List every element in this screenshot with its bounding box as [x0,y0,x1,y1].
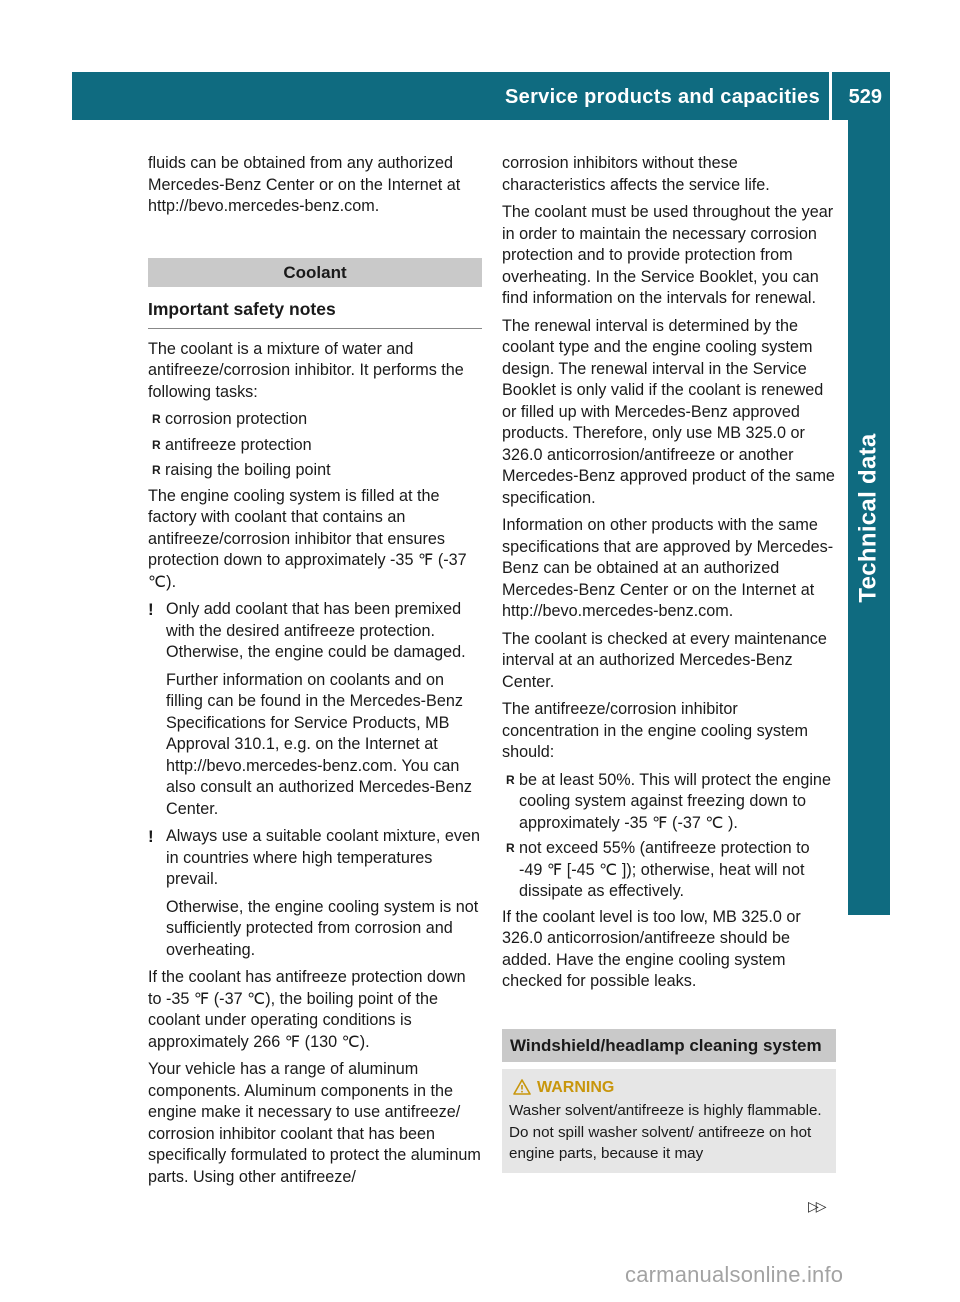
note-continuation: Otherwise, the engine cooling system is not sufficiently protected from corrosion and overheating. [166,897,479,959]
bullet-icon: R [152,463,161,477]
note-text: Only add coolant that has been premixed with the desired antifreeze protection. Otherwise, the engine could be damaged. [166,600,466,661]
paragraph: The renewal interval is determined by the coolant type and the engine cooling system design. The renewal interval in the Service Booklet is only valid if the coolant is renewed or filled up with Mercedes-Benz approved products. Therefore, only use MB 325.0 or 326.0 anticorrosion/antifreeze or another Mercedes-Benz approved product of the same specification. [502,316,835,507]
note-continuation: Further information on coolants and on filling can be found in the Mercedes-Benz Specifications for Service Products, MB Approval 310.1, e.g. on the Internet at http://bevo.mercedes-benz.com. You can also consult an authorized Mercedes-Benz Center. [166,670,472,818]
note-text: Always use a suitable coolant mixture, even in countries where high temperatures prevail. [166,827,481,888]
list-item-text: corrosion protection [165,410,308,428]
page-header [72,72,890,120]
intro-paragraph: fluids can be obtained from any authorized Mercedes-Benz Center or on the Internet at http://bevo.mercedes-benz.com. [148,154,461,215]
list-item [502,770,836,835]
list-item [148,435,482,457]
bullet-icon: R [152,437,161,452]
section-heading-windshield: Windshield/headlamp cleaning system [502,1029,836,1062]
bullet-icon: R [506,841,515,855]
warning-heading [509,1077,829,1099]
exclamation-icon: ! [148,600,154,619]
section-heading-coolant: Coolant [148,258,482,288]
list-item [148,460,482,482]
chapter-tab-label: Technical data [855,432,882,603]
watermark: carmanualsonline.info [625,1262,844,1287]
paragraph: Information on other products with the same specifications that are approved by Mercedes-Benz can be obtained at an authorized Mercedes-Benz Center or on the Internet at http://bevo.mercedes-benz.com. [502,516,834,620]
list-item-text: not exceed 55% (antifreeze protection to -49 ℉ [-45 ℃ ]); otherwise, heat will not dissipate as effectively. [519,839,810,900]
warning-text: Washer solvent/antifreeze is highly flammable. Do not spill washer solvent/ antifreeze on hot engine parts, because it may [509,1102,822,1162]
paragraph: Your vehicle has a range of aluminum components. Aluminum components in the engine make it necessary to use antifreeze/ corrosion inhibitor coolant that has been specifically formulated to protect the aluminum parts. Using other antifreeze/ [148,1060,481,1186]
warning-triangle-icon [513,1079,531,1095]
bullet-icon: R [506,772,515,787]
list-item-text: be at least 50%. This will protect the engine cooling system against freezing down to approximately -35 ℉ (-37 ℃ ). [519,770,831,832]
list-item-text: antifreeze protection [165,435,312,454]
list-item-text: raising the boiling point [165,461,331,479]
paragraph: The coolant is a mixture of water and antifreeze/corrosion inhibitor. It performs the following tasks: [148,339,464,401]
bullet-icon: R [152,412,161,426]
note [148,826,482,891]
header-divider [829,72,832,120]
subsection-heading: Important safety notes [148,287,482,329]
paragraph: The antifreeze/corrosion inhibitor concentration in the engine cooling system should: [502,700,808,761]
warning-label: WARNING [537,1078,615,1096]
right-column [502,153,836,1173]
paragraph: The coolant is checked at every maintenance interval at an authorized Mercedes-Benz Center. [502,629,827,691]
note [148,599,482,664]
header-title: Service products and capacities [505,86,820,108]
paragraph: If the coolant level is too low, MB 325.0 or 326.0 anticorrosion/antifreeze should be added. Have the engine cooling system checked for possible leaks. [502,907,801,990]
continue-arrow-icon: ▷▷ [808,1198,824,1214]
list-item [502,838,836,903]
paragraph: The coolant must be used throughout the year in order to maintain the necessary corrosion protection and to provide protection from overheating. In the Service Booklet, you can find information on the intervals for renewal. [502,203,834,307]
list-item [148,409,482,431]
paragraph: If the coolant has antifreeze protection down to -35 ℉ (-37 ℃), the boiling point of the coolant under operating conditions is approximately 266 ℉ (130 ℃). [148,968,466,1051]
exclamation-icon: ! [148,827,154,846]
chapter-tab [848,120,890,915]
page-number: 529 [848,86,882,108]
paragraph: The engine cooling system is filled at the factory with coolant that contains an antifreeze/corrosion inhibitor that ensures protection down to approximately -35 ℉ (-37 ℃). [148,486,467,591]
left-column [148,153,482,1194]
warning-box [502,1069,836,1173]
paragraph: corrosion inhibitors without these characteristics affects the service life. [502,154,770,194]
